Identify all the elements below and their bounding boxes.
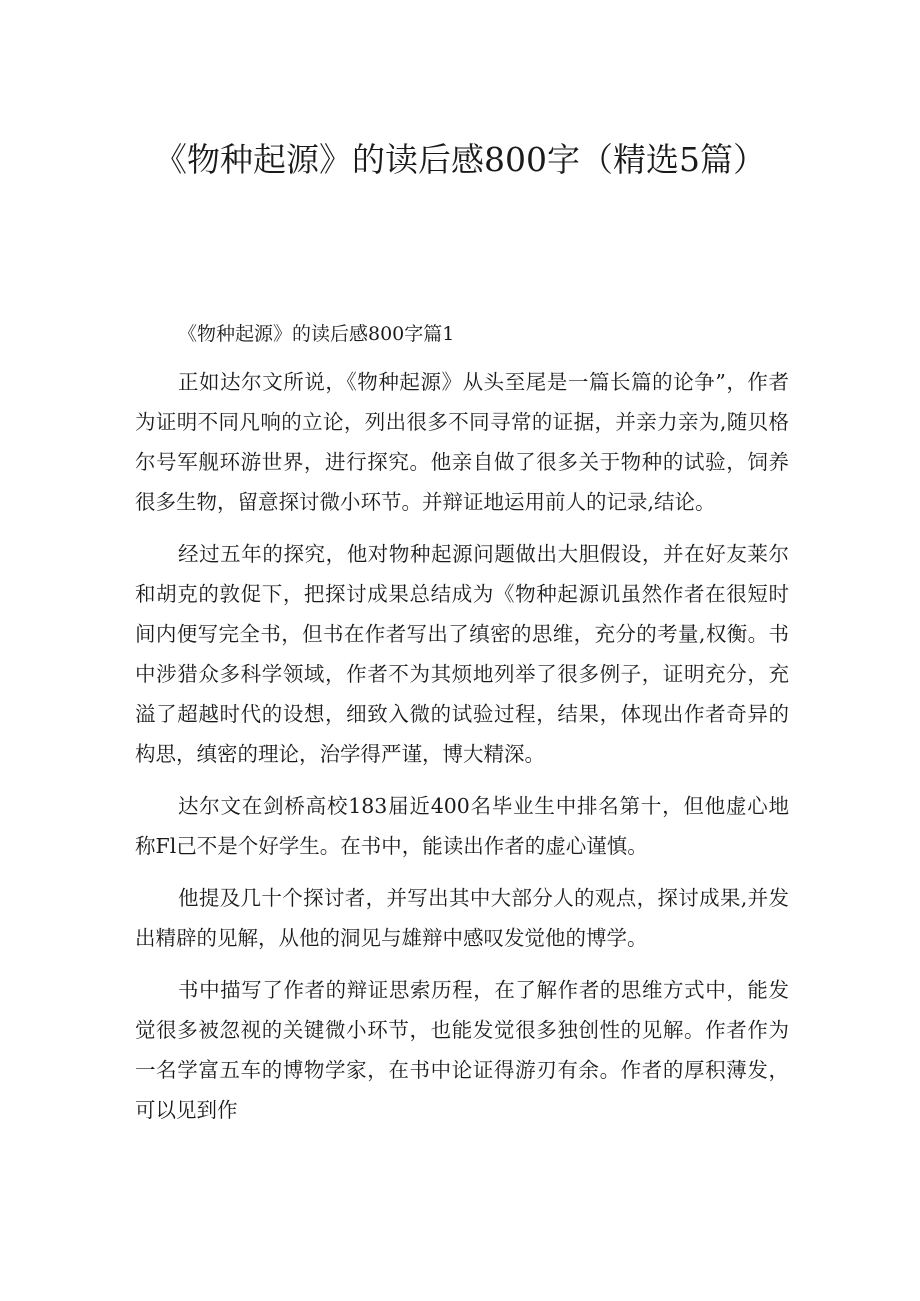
section-heading: 《物种起源》的读后感800字篇1: [178, 323, 455, 345]
body-text: [135, 362, 789, 1142]
paragraph-4: 他提及几十个探讨者，并写出其中大部分人的观点，探讨成果,并发出精辟的见解，从他的洞见与雄辩中感叹发觉他的博学。: [135, 886, 789, 950]
paragraph-1: 正如达尔文所说，《物种起源》从头至尾是一篇长篇的论争”，作者为证明不同凡响的立论，列出很多不同寻常的证据，并亲力亲为,随贝格尔号军舰环游世界，进行探究。他亲自做了很多关于物种的试验，饲养很多生物，留意探讨微小环节。并辩证地运用前人的记录,结论。: [135, 370, 789, 514]
document-title: 《物种起源》的读后感800字（精选5篇）: [154, 140, 766, 179]
paragraph-3: 达尔文在剑桥高校183届近400名毕业生中排名第十，但他虚心地称Fl己不是个好学生。在书中，能读出作者的虚心谨慎。: [135, 794, 789, 858]
paragraph-5: 书中描写了作者的辩证思索历程，在了解作者的思维方式中，能发觉很多被忽视的关键微小环节，也能发觉很多独创性的见解。作者作为一名学富五车的博物学家，在书中论证得游刃有余。作者的厚积薄发，可以见到作: [135, 978, 789, 1122]
paragraph-2: 经过五年的探究，他对物种起源问题做出大胆假设，并在好友莱尔和胡克的敦促下，把探讨成果总结成为《物种起源讥虽然作者在很短时间内便写完全书，但书在作者写出了缜密的思维，充分的考量,权衡。书中涉猎众多科学领域，作者不为其烦地列举了很多例子，证明充分，充溢了超越时代的设想，细致入微的试验过程，结果，体现出作者奇异的构思，缜密的理论，治学得严谨，博大精深。: [135, 542, 789, 766]
